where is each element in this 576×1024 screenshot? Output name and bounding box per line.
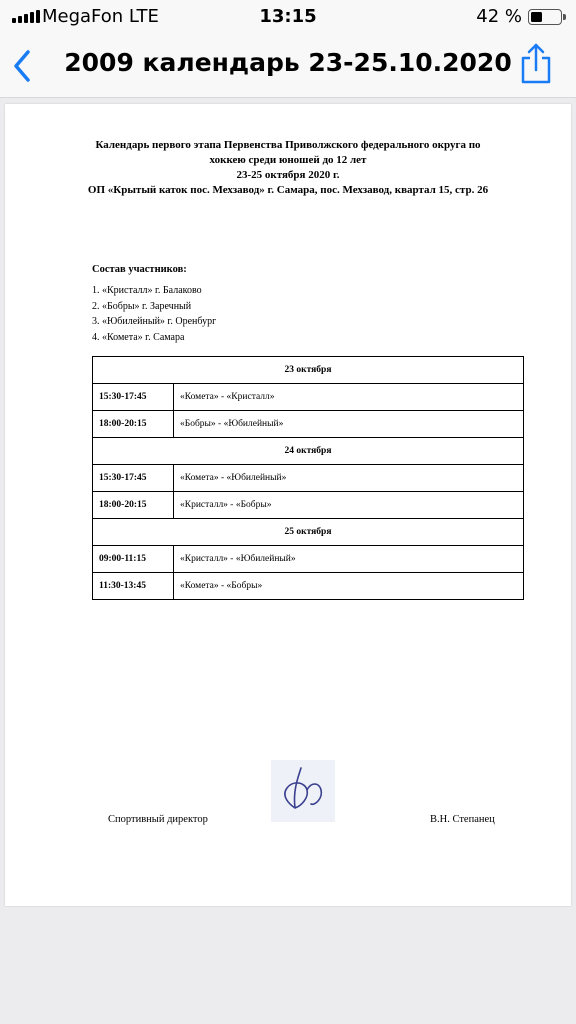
- game-row: [93, 573, 524, 600]
- date-row: [93, 519, 524, 546]
- clock: 13:15: [259, 6, 317, 27]
- chevron-left-icon[interactable]: [8, 46, 40, 86]
- participant-item: 2. «Бобры» г. Заречный: [92, 300, 192, 312]
- game-time: 18:00-20:15: [93, 492, 174, 519]
- game-match: «Комета» - «Юбилейный»: [174, 465, 524, 492]
- game-row: [93, 465, 524, 492]
- game-row: [93, 384, 524, 411]
- game-time: 09:00-11:15: [93, 546, 174, 573]
- participant-item: 3. «Юбилейный» г. Оренбург: [92, 316, 217, 327]
- date-row: [93, 438, 524, 465]
- signature-role: Спортивный директор: [108, 814, 208, 825]
- game-match: «Бобры» - «Юбилейный»: [174, 411, 524, 438]
- status-bar: [0, 0, 576, 34]
- battery-percent: 42 %: [476, 6, 522, 27]
- game-match: «Комета» - «Кристалл»: [174, 384, 524, 411]
- date-cell: 25 октября: [93, 519, 524, 546]
- participant-item: 1. «Кристалл» г. Балаково: [92, 285, 202, 296]
- heading-line: Календарь первого этапа Первенства Приволжского федерального округа по: [95, 139, 481, 151]
- game-time: 15:30-17:45: [93, 465, 174, 492]
- game-match: «Комета» - «Бобры»: [174, 573, 524, 600]
- date-cell: 23 октября: [93, 357, 524, 384]
- schedule-table: [92, 356, 524, 600]
- game-time: 11:30-13:45: [93, 573, 174, 600]
- document-page: [5, 104, 571, 906]
- share-icon[interactable]: [518, 42, 554, 86]
- game-row: [93, 411, 524, 438]
- participant-item: 4. «Комета» г. Самара: [92, 331, 185, 343]
- signature-name: В.Н. Степанец: [430, 814, 495, 825]
- participants-title: Состав участников:: [92, 264, 187, 275]
- date-cell: 24 октября: [93, 438, 524, 465]
- navigation-bar: [0, 34, 576, 98]
- document-title: 2009 календарь 23-25.10.2020: [64, 48, 512, 77]
- heading-line: хоккею среди юношей до 12 лет: [209, 154, 367, 166]
- game-match: «Кристалл» - «Бобры»: [174, 492, 524, 519]
- game-time: 15:30-17:45: [93, 384, 174, 411]
- game-row: [93, 492, 524, 519]
- battery-icon: [528, 9, 562, 25]
- game-time: 18:00-20:15: [93, 411, 174, 438]
- participants-list: [92, 283, 216, 345]
- handwritten-signature: [271, 760, 335, 822]
- game-match: «Кристалл» - «Юбилейный»: [174, 546, 524, 573]
- date-row: [93, 357, 524, 384]
- document-heading: [13, 138, 563, 198]
- heading-line: ОП «Крытый каток пос. Мехзавод» г. Самара, пос. Мехзавод, квартал 15, стр. 26: [87, 184, 489, 196]
- game-row: [93, 546, 524, 573]
- heading-line: 23-25 октября 2020 г.: [236, 169, 340, 181]
- carrier-label: MegaFon LTE: [42, 6, 159, 27]
